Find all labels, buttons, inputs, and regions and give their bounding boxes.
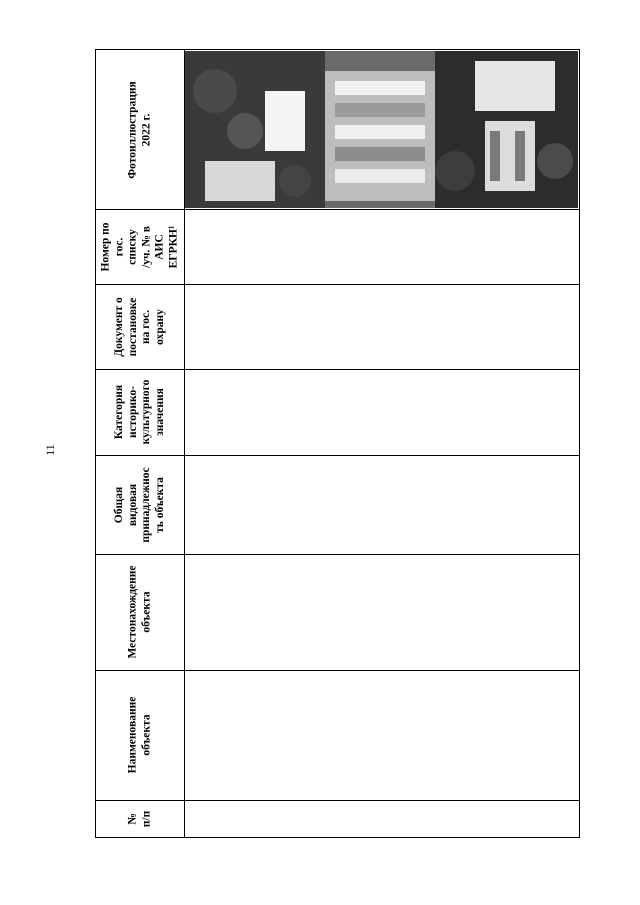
header-num-label: № п/п (126, 810, 152, 827)
building-photo-image (185, 51, 578, 208)
header-type-label: Общая видовая принадлежнос ть объекта (113, 466, 166, 543)
header-cell-location (96, 554, 184, 670)
heritage-table (95, 49, 580, 838)
header-cell-name (96, 670, 184, 800)
header-category-label: Категория историко- культурного значения (113, 379, 166, 445)
header-cell-category (96, 369, 184, 455)
header-document-label: Документ о постановке на гос. охрану (113, 296, 166, 357)
header-cell-num (96, 800, 184, 837)
header-cell-regnum (96, 209, 184, 284)
header-cell-photo (96, 50, 184, 209)
header-cell-document (96, 284, 184, 369)
header-cell-type (96, 455, 184, 554)
header-regnum-label: Номер по гос. списку /уч. № в АИС ЕГРКН¹ (99, 221, 179, 272)
header-name-label: Наименование объекта (126, 696, 152, 774)
header-photo-label: Фотоиллюстрация 2022 г. (126, 80, 152, 179)
page-number: 11 (43, 444, 57, 456)
photo-illustration (185, 51, 578, 208)
header-location-label: Местонахождение объекта (126, 565, 152, 659)
